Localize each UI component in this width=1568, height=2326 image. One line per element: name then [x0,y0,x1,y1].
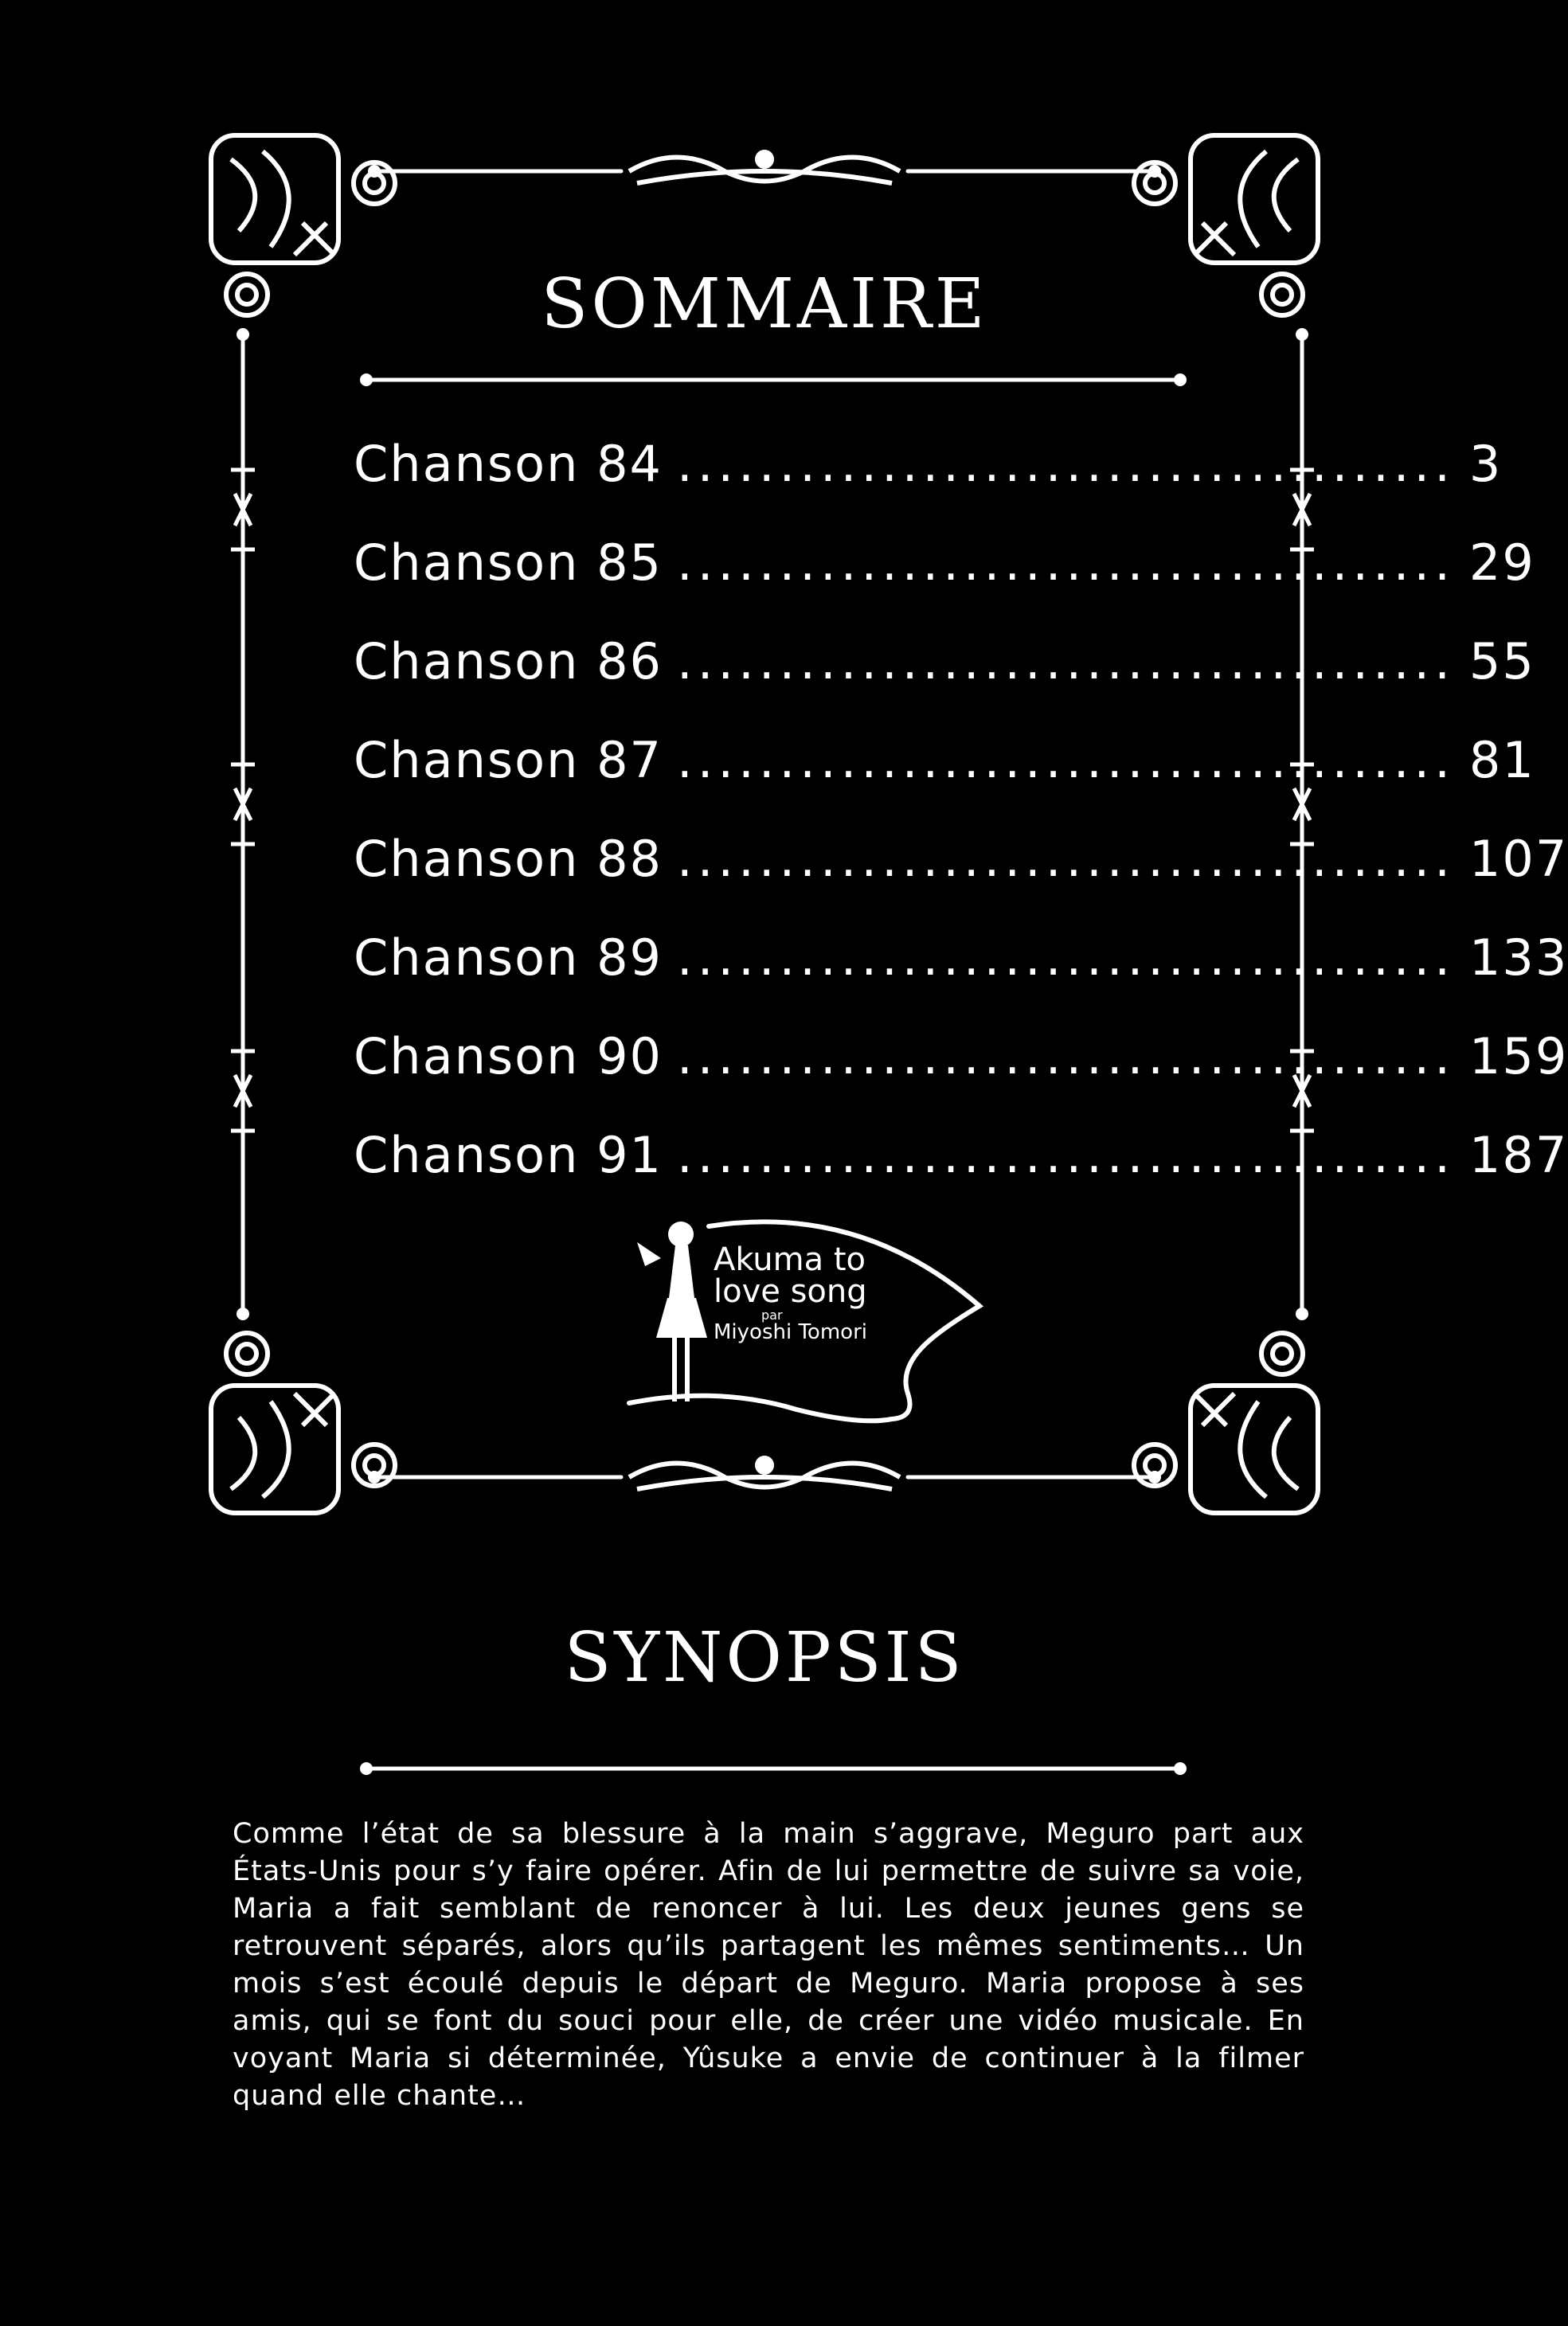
logo-text [714,1241,867,1344]
toc-chapter: Chanson 89 [354,928,663,987]
toc-dots: ...................................... [677,434,1455,493]
toc-chapter: Chanson 90 [354,1026,663,1085]
toc-entry [354,612,1535,710]
synopsis-title: SYNOPSIS [564,1618,965,1698]
logo-title-line1: Akuma to [714,1241,866,1278]
logo-author: Miyoshi Tomori [714,1320,867,1344]
toc-entry [354,1007,1568,1105]
toc-page: 159 [1468,1026,1568,1085]
synopsis-text: Comme l’état de sa blessure à la main s’aggrave, Meguro part aux États-Unis pour s’y faire opérer. Afin de lui permettre de suivre sa voie, Maria a fait semblant de renoncer à lui. Les deux jeunes gens se retrouvent séparés, alors qu’ils partagent les mêmes sentiments… Un mois s’est écoulé depuis le départ de Meguro. Maria propose à ses amis, qui se font du souci pour elle, de créer une vidéo musicale. En voyant Maria si déterminée, Yûsuke a envie de continuer à la filmer quand elle chante… [233,1818,1304,2112]
toc-page: 55 [1468,631,1535,690]
toc-page: 107 [1468,829,1568,888]
toc-page: 3 [1468,434,1503,493]
toc-dots: ...................................... [677,1026,1455,1085]
toc-dots: ...................................... [677,730,1455,789]
toc-chapter: Chanson 91 [354,1125,663,1184]
toc-dots: ...................................... [677,1125,1455,1184]
toc-dots: ...................................... [677,631,1455,690]
series-logo [621,1210,987,1449]
table-of-contents [354,414,1568,1204]
toc-entry [354,414,1503,513]
toc-page: 29 [1468,533,1535,592]
toc-dots: ...................................... [677,533,1455,592]
toc-page: 81 [1468,730,1535,789]
sommaire-title: SOMMAIRE [541,264,988,344]
toc-entry [354,908,1568,1007]
toc-chapter: Chanson 86 [354,631,663,690]
toc-dots: ...................................... [677,829,1455,888]
toc-page: 133 [1468,928,1568,987]
toc-entry [354,809,1568,908]
toc-entry [354,1105,1568,1204]
logo-title-line2: love song [714,1273,867,1310]
toc-chapter: Chanson 87 [354,730,663,789]
toc-page: 187 [1468,1125,1568,1184]
toc-chapter: Chanson 88 [354,829,663,888]
toc-entry [354,710,1535,809]
logo-par: par [761,1308,783,1323]
toc-dots: ...................................... [677,928,1455,987]
toc-chapter: Chanson 85 [354,533,663,592]
toc-chapter: Chanson 84 [354,434,663,493]
toc-entry [354,513,1535,612]
